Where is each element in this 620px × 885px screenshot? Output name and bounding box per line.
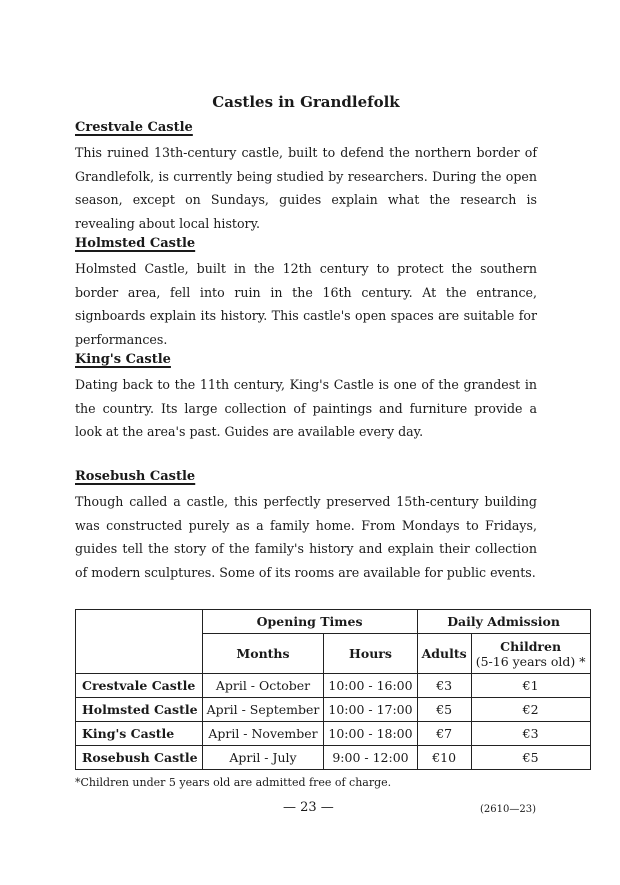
hours-header: Hours xyxy=(324,634,417,674)
table-row xyxy=(76,698,591,722)
admission-table xyxy=(75,609,591,770)
section-heading-crestvale: Crestvale Castle xyxy=(75,120,193,135)
daily-admission-header: Daily Admission xyxy=(417,610,590,634)
adults-price-cell: €3 xyxy=(417,674,471,698)
table-row xyxy=(76,722,591,746)
children-price-cell: €2 xyxy=(471,698,590,722)
section-text-kings: Dating back to the 11th century, King's Castle is one of the grandest in the country. Its large collection of paintings and furniture provide a look at the area's past. Guides are available every day. xyxy=(75,377,537,439)
adults-price-cell: €10 xyxy=(417,746,471,770)
hours-cell: 9:00 - 12:00 xyxy=(324,746,417,770)
section-text-crestvale: This ruined 13th-century castle, built to defend the northern border of Grandlefolk, is currently being studied by researchers. During the open season, except on Sundays, guides explain what the research is revealing about local history. xyxy=(75,145,537,231)
table-corner-cell xyxy=(76,610,203,674)
section-text-holmsted: Holmsted Castle, built in the 12th century to protect the southern border area, fell into ruin in the 16th century. At the entrance, signboards explain its history. This castle's open spaces are suitable for performances. xyxy=(75,261,537,347)
adults-price-cell: €7 xyxy=(417,722,471,746)
children-price-cell: €3 xyxy=(471,722,590,746)
document-code: (2610—23) xyxy=(480,804,536,815)
section-heading-holmsted: Holmsted Castle xyxy=(75,236,196,251)
page-title: Castles in Grandlefolk xyxy=(212,93,400,111)
months-cell: April - October xyxy=(202,674,324,698)
adults-price-cell: €5 xyxy=(417,698,471,722)
castle-name-cell: Holmsted Castle xyxy=(76,698,203,722)
months-cell: April - November xyxy=(202,722,324,746)
table-row xyxy=(76,674,591,698)
children-header-age: (5-16 years old) * xyxy=(475,653,586,669)
months-cell: April - July xyxy=(202,746,324,770)
castle-name-cell: Rosebush Castle xyxy=(76,746,203,770)
hours-cell: 10:00 - 16:00 xyxy=(324,674,417,698)
castle-name-cell: Crestvale Castle xyxy=(76,674,203,698)
footnote: *Children under 5 years old are admitted free of charge. xyxy=(75,776,392,789)
children-header xyxy=(471,634,590,674)
hours-cell: 10:00 - 18:00 xyxy=(324,722,417,746)
children-price-cell: €1 xyxy=(471,674,590,698)
table-row xyxy=(76,746,591,770)
children-header-label: Children xyxy=(500,638,562,654)
adults-header: Adults xyxy=(417,634,471,674)
section-heading-kings: King's Castle xyxy=(75,352,171,367)
page-number: — 23 — xyxy=(283,800,334,815)
section-heading-rosebush: Rosebush Castle xyxy=(75,469,196,484)
children-price-cell: €5 xyxy=(471,746,590,770)
hours-cell: 10:00 - 17:00 xyxy=(324,698,417,722)
section-text-rosebush: Though called a castle, this perfectly preserved 15th-century building was constructed purely as a family home. From Mondays to Fridays, guides tell the story of the family's history and explain their collection of modern sculptures. Some of its rooms are available for public events. xyxy=(75,494,537,580)
opening-times-header: Opening Times xyxy=(202,610,417,634)
months-header: Months xyxy=(202,634,324,674)
months-cell: April - September xyxy=(202,698,324,722)
castle-name-cell: King's Castle xyxy=(76,722,203,746)
